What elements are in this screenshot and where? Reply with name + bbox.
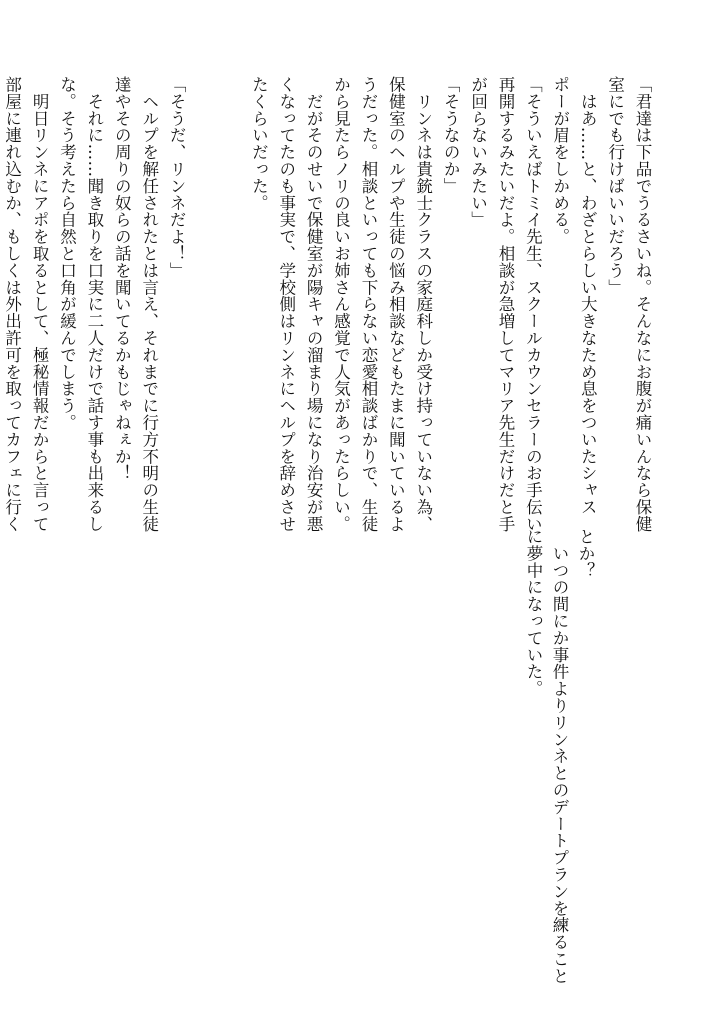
text-line: 室にでも行けばいいだろう」	[605, 76, 625, 296]
text-line: 「そうなのか」	[441, 76, 461, 195]
text-line: くなってたのも事実で、学校側はリンネにヘルプを辞めさせ	[276, 76, 296, 533]
text-line: 明日リンネにアポを取るとして、極秘情報だからと言って	[30, 76, 50, 533]
text-line: が回らないみたい」	[468, 76, 488, 229]
text-line: 「そうだ、リンネだよ！」	[167, 76, 187, 279]
text-line: な。そう考えたら自然と口角が緩んでしまう。	[57, 76, 77, 431]
text-line: 達やその周りの奴らの話を聞いてるかもじゃねぇか！	[112, 76, 132, 482]
text-line: とか？	[576, 528, 595, 579]
text-line: リンネは貴銃士クラスの家庭科しか受け持っていない為、	[413, 76, 433, 533]
text-line: 「そういえばトミイ先生、スクールカウンセラーのお手伝い	[523, 76, 543, 533]
text-line: ポーが眉をしかめる。	[550, 76, 570, 245]
blank-line	[218, 76, 245, 536]
lower-text-block	[520, 528, 598, 1008]
text-line: それに……聞き取りを口実に二人だけで話す事も出来るし	[84, 76, 104, 533]
text-line: だがそのせいで保健室が陽キャの溜まり場になり治安が悪	[304, 76, 324, 533]
text-line: 部屋に連れ込むか、もしくは外出許可を取ってカフェに行く	[2, 76, 22, 533]
text-line: に夢中になっていた。	[524, 528, 543, 697]
blank-line	[190, 76, 217, 536]
text-line: 「君達は下品でうるさいね。そんなにお腹が痛いんなら保健	[633, 76, 652, 533]
text-line: うだった。相談といっても下らない恋愛相談ばかりで、生徒	[358, 76, 378, 533]
text-line: ヘルプを解任されたとは言え、それまでに行方不明の生徒	[139, 76, 159, 533]
text-line: たくらいだった。	[249, 76, 269, 212]
text-line: 再開するみたいだよ。相談が急増してマリア先生だけだと手	[495, 76, 515, 533]
text-line: 保健室のヘルプや生徒の悩み相談などもたまに聞いているよ	[386, 76, 406, 533]
upper-text-block	[0, 76, 656, 536]
text-line: はあ……と、わざとらしい大きなため息をついたシャス	[578, 76, 598, 516]
text-line: から見たらノリの良いお姉さん感覚で人気があったらしい。	[331, 76, 351, 533]
text-line: いつの間にか事件よりリンネとのデートプランを練ること	[550, 528, 569, 985]
